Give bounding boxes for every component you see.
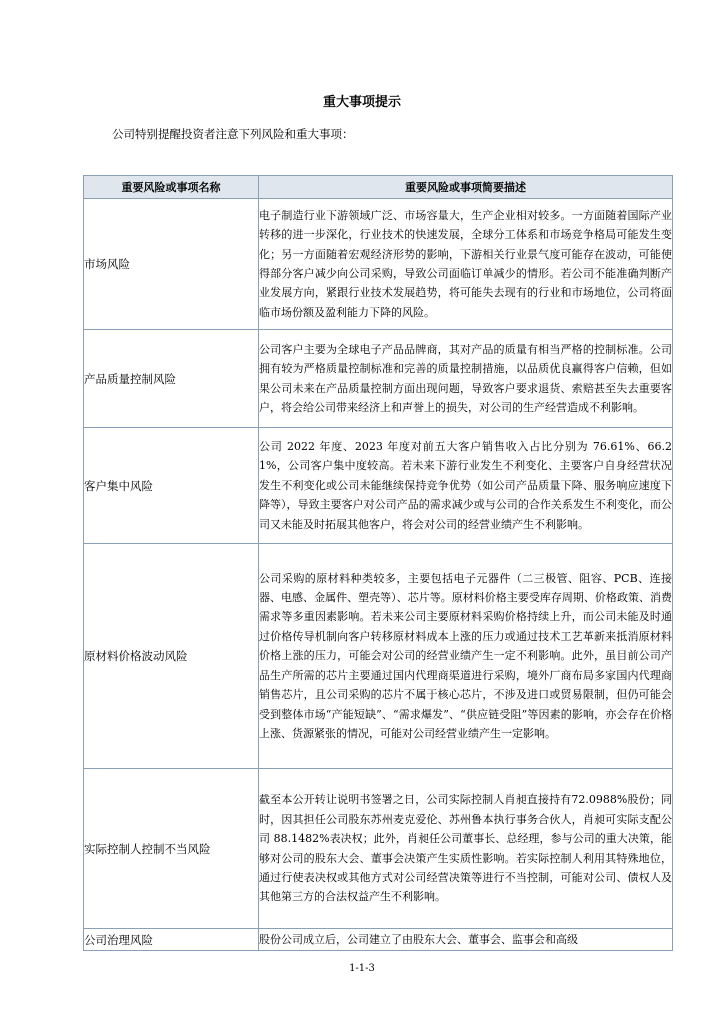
table-row: [84, 769, 673, 929]
page-title: 重大事项提示: [322, 95, 401, 110]
risk-table: [83, 175, 673, 951]
risk-name: 产品质量控制风险: [84, 330, 259, 428]
table-row: [84, 428, 673, 544]
risk-description: 电子制造行业下游领域广泛、市场容量大，生产企业相对较多。一方面随着国际产业转移的进一步深化，行业技术的快速发展，全球分工体系和市场竞争格局可能发生变化；另一方面随着宏观经济形势的影响，下游相关行业景气度可能存在波动，可能使得部分客户减少向公司采购，导致公司面临订单减少的情形。若公司不能准确判断产业发展方向，紧跟行业技术发展趋势，将可能失去现有的行业和市场地位，公司将面临市场份额及盈利能力下降的风险。: [259, 199, 673, 330]
risk-name: 公司治理风险: [84, 929, 259, 951]
risk-description: 公司客户主要为全球电子产品品牌商，其对产品的质量有相当严格的控制标准。公司拥有较为严格质量控制标准和完善的质量控制措施，以品质优良赢得客户信赖，但如果公司未来在产品质量控制方面出现问题，导致客户要求退货、索赔甚至失去重要客户，将会给公司带来经济上和声誉上的损失，对公司的生产经营造成不利影响。: [259, 330, 673, 428]
risk-name: 市场风险: [84, 199, 259, 330]
risk-description: 公司 2022 年度、2023 年度对前五大客户销售收入占比分别为 76.61%、66.21%，公司客户集中度较高。若未来下游行业发生不利变化、主要客户自身经营状况发生不利变化或公司未能继续保持竞争优势（如公司产品质量下降、服务响应速度下降等），导致主要客户对公司产品的需求减少或与公司的合作关系发生不利变化，而公司又未能及时拓展其他客户，将会对公司的经营业绩产生不利影响。: [259, 428, 673, 544]
column-header-description: 重要风险或事项简要描述: [259, 176, 673, 199]
risk-description: 截至本公开转让说明书签署之日，公司实际控制人肖昶直接持有72.0988%股份；同时，因其担任公司股东苏州麦克爱伦、苏州鲁本执行事务合伙人，肖昶可实际支配公司 88.1482%表决权；此外，肖昶任公司董事长、总经理，参与公司的重大决策，能够对公司的股东大会、董事会决策产生实质性影响。若实际控制人利用其特殊地位，通过行使表决权或其他方式对公司经营决策等进行不当控制，可能对公司、债权人及其他第三方的合法权益产生不利影响。: [259, 769, 673, 929]
table-row: [84, 199, 673, 330]
table-row: [84, 929, 673, 951]
table-row: [84, 330, 673, 428]
intro-text: 公司特别提醒投资者注意下列风险和重大事项：: [112, 127, 354, 141]
table-row: [84, 544, 673, 769]
risk-name: 原材料价格波动风险: [84, 544, 259, 769]
risk-description: 股份公司成立后，公司建立了由股东大会、董事会、监事会和高级: [259, 929, 673, 951]
page-number: 1-1-3: [349, 963, 375, 974]
risk-name: 客户集中风险: [84, 428, 259, 544]
column-header-name: 重要风险或事项名称: [84, 176, 259, 199]
risk-description: 公司采购的原材料种类较多，主要包括电子元器件（二三极管、阻容、PCB、连接器、电感、金属件、塑壳等）、芯片等。原材料价格主要受库存周期、价格政策、消费需求等多重因素影响。若未来公司主要原材料采购价格持续上升，而公司未能及时通过价格传导机制向客户转移原材料成本上涨的压力或通过技术工艺革新来抵消原材料价格上涨的压力，可能会对公司的经营业绩产生一定不利影响。此外，虽目前公司产品生产所需的芯片主要通过国内代理商渠道进行采购，境外厂商布局多家国内代理商销售芯片，且公司采购的芯片不属于核心芯片，不涉及进口或贸易限制，但仍可能会受到整体市场“产能短缺”、“需求爆发”、“供应链受阻”等因素的影响，亦会存在价格上涨、货源紧张的情况，可能对公司经营业绩产生一定影响。: [259, 544, 673, 769]
table-header-row: [84, 176, 673, 199]
risk-name: 实际控制人控制不当风险: [84, 769, 259, 929]
